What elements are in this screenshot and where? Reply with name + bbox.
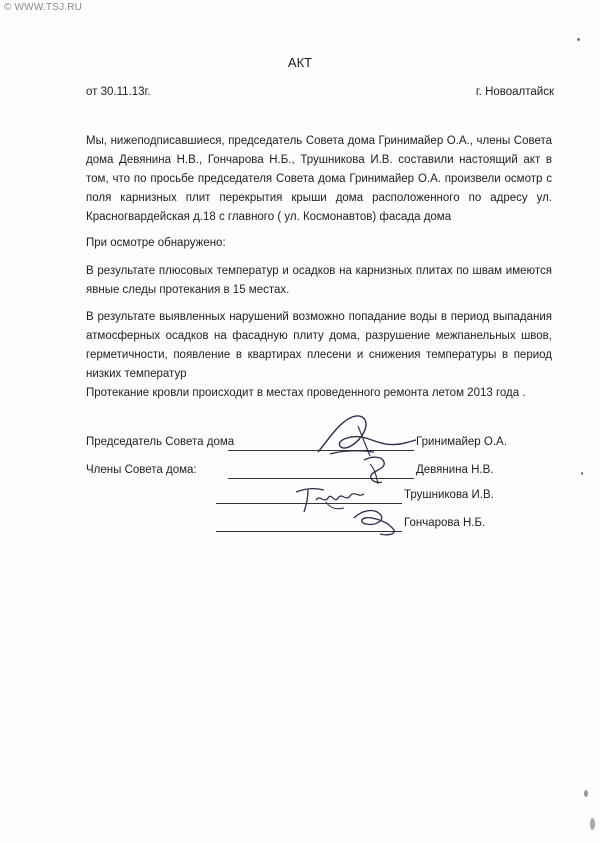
- chair-label: Председатель Совета дома: [86, 436, 235, 448]
- watermark: © WWW.TSJ.RU: [4, 2, 83, 13]
- paragraph-leaks: В результате плюсовых температур и осадков на карнизных плитах по швам имеются явные следы протекания в 15 местах.: [86, 265, 552, 296]
- paragraph-consequences: В результате выявленных нарушений возможно попадание воды в период выпадания атмосферных осадков на фасадную плиту дома, разрушение межпанельных швов, герметичности, появление в квартирах плесени и снижения температуры в период низких температур: [86, 311, 552, 380]
- document-title: АКТ: [287, 55, 313, 70]
- scan-speck: [590, 818, 595, 830]
- scan-speck: [577, 38, 580, 41]
- members-label: Члены Совета дома:: [86, 464, 197, 476]
- chair-name: Гринимайер О.А.: [416, 436, 507, 448]
- document-city: г. Новоалтайск: [475, 86, 554, 98]
- paragraph-parties: Мы, нижеподписавшиеся, председатель Совета дома Гринимайер О.А., члены Совета дома Девянина Н.В., Гончарова Н.Б., Трушникова И.В. составили настоящий акт в том, что по просьбе председателя Совета дома Гринимайер О.А. произвели осмотр с поля карнизных плит перекрытия крыши дома расположенного по адресу ул. Красногвардейская д.18 с главного ( ул. Космонавтов) фасада дома: [86, 135, 552, 223]
- document-date: от 30.11.13г.: [86, 86, 151, 98]
- member1-name: Девянина Н.В.: [416, 464, 494, 476]
- paragraph-found: При осмотре обнаружено:: [86, 237, 226, 249]
- scan-speck: [581, 472, 583, 475]
- scan-speck: [584, 790, 588, 797]
- member3-name: Гончарова Н.Б.: [404, 517, 486, 529]
- paragraph-repair: Протекание кровли происходит в местах проведенного ремонта летом 2013 года .: [86, 387, 526, 399]
- member3-signature: [344, 504, 404, 538]
- member2-name: Трушникова И.В.: [404, 489, 494, 501]
